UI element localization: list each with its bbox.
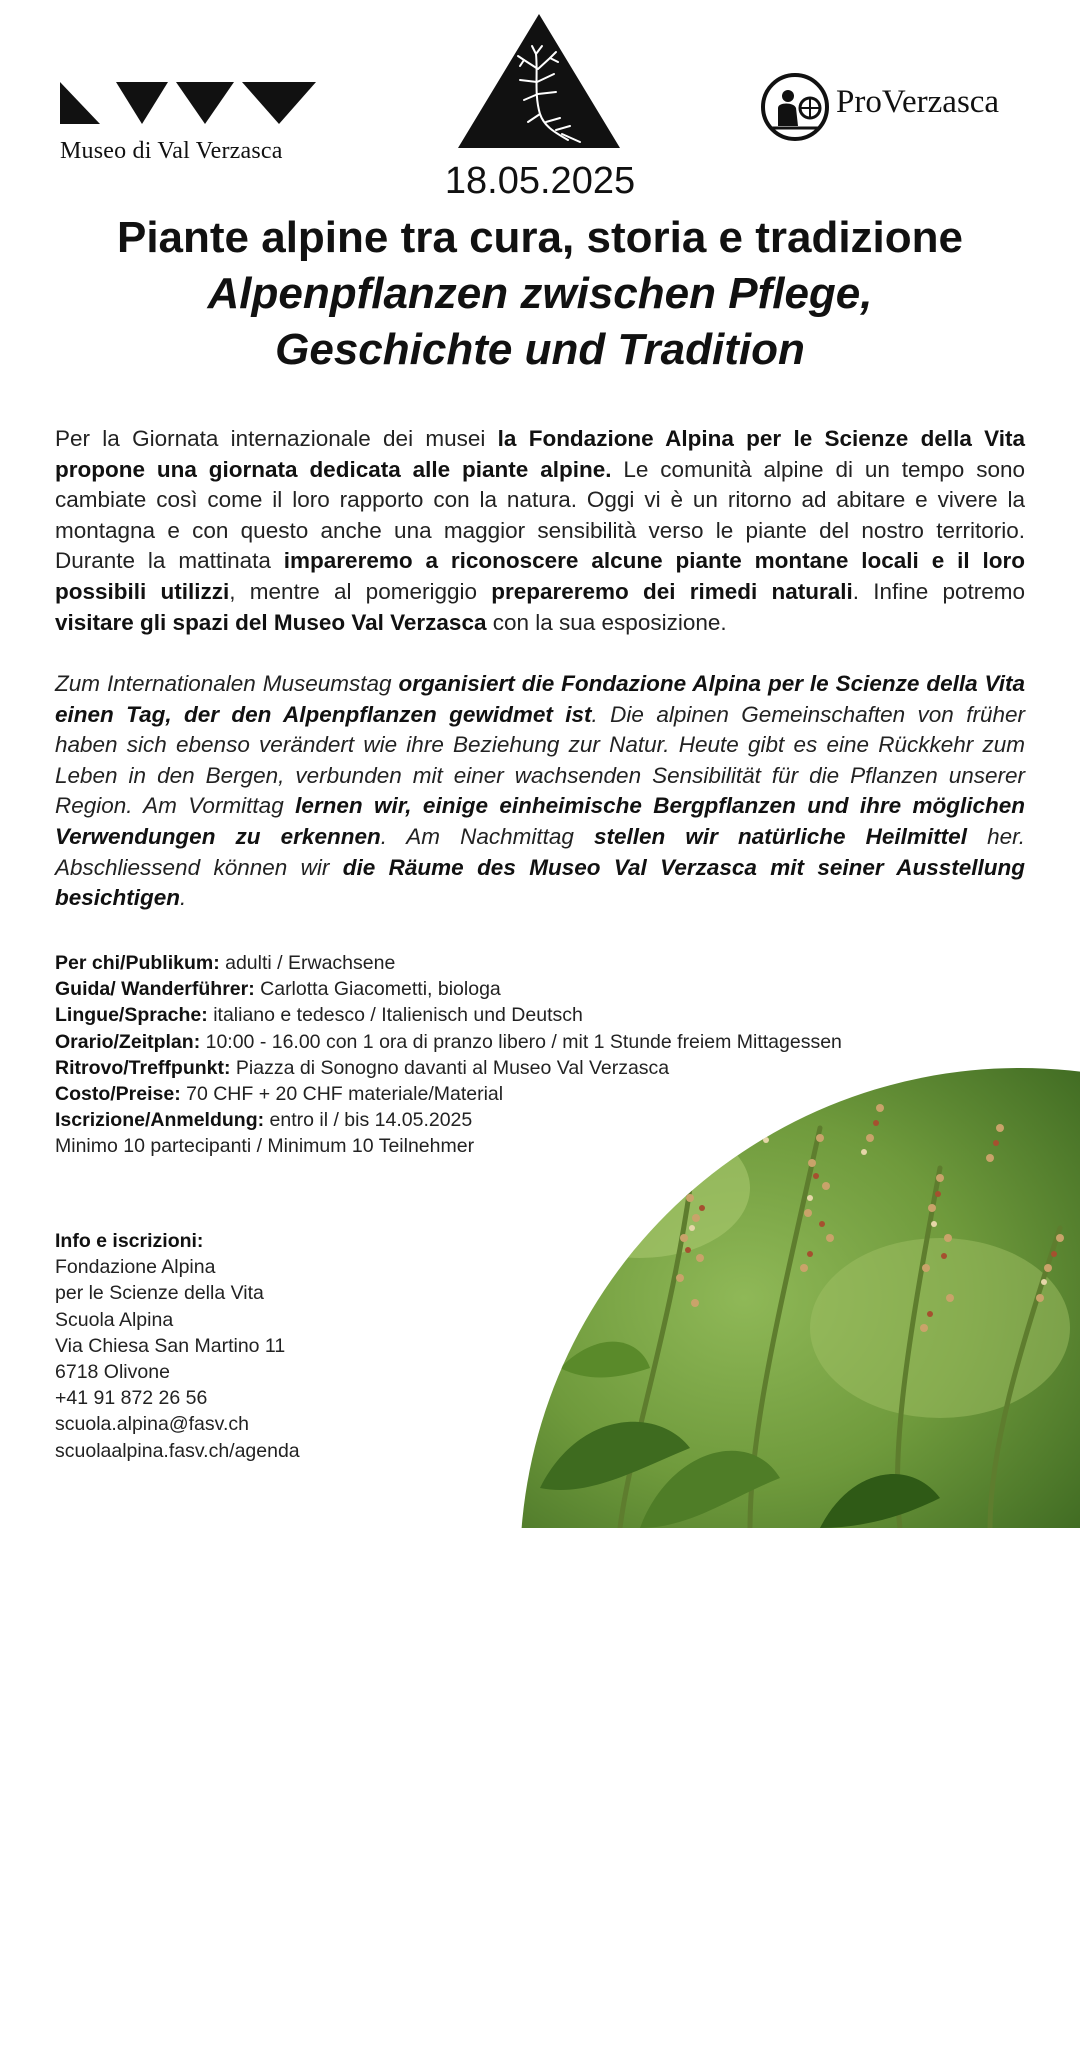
intro-it-text: Per la Giornata internazionale dei musei [55,426,498,451]
detail-row [55,1055,955,1081]
contact-info [55,1228,475,1464]
contact-website[interactable]: scuolaalpina.fasv.ch/agenda [55,1439,300,1462]
detail-label: Lingue/Sprache: [55,1004,208,1027]
intro-it-bold: visitare gli spazi del Museo Val Verzasca [55,609,487,635]
page-title-de-line2: Geschichte und Tradition [275,325,805,374]
event-details [55,950,955,1160]
museo-logo-text: Museo di Val Verzasca [60,138,283,164]
detail-row [55,1107,955,1133]
contact-city: 6718 Olivone [55,1361,170,1384]
intro-de-text: . Am Nachmittag [380,823,595,849]
intro-paragraph-it [55,424,1025,638]
intro-de-bold: die Räume des Museo Val Verzasca mit seiner Ausstellung besichtigen [55,854,1025,911]
intro-paragraph-de [55,669,1025,914]
detail-label: Iscrizione/Anmeldung: [55,1109,265,1132]
intro-de-text: . Die alpinen Gemeinschaften von früher haben sich ebenso verändert wie ihre Beziehung zur Natur. Heute gibt es eine Rückkehr zum Leben in den Bergen, verbunden mit einer wachsenden Sensibilität für die Pflanzen unserer Region. Am Vormittag [55,701,1025,819]
detail-label: Ritrovo/Treffpunkt: [55,1056,231,1079]
minimum-participants: Minimo 10 partecipanti / Minimum 10 Teilnehmer [55,1135,475,1158]
intro-it-bold: prepareremo dei rimedi naturali [491,578,853,604]
detail-label: Guida/ Wanderführer: [55,978,255,1001]
intro-it-bold: la Fondazione Alpina per le Scienze della Vita propone una giornata dedicata alle piante alpine. [55,426,1025,482]
detail-value: 10:00 - 16.00 con 1 ora di pranzo libero / mit 1 Stunde freiem Mittagessen [200,1030,842,1053]
contact-line: Fondazione Alpina [55,1256,216,1279]
detail-value: Carlotta Giacometti, biologa [254,978,501,1001]
fondazione-alpina-triangle-logo [458,14,620,150]
intro-de-text: Zum Internationalen Museumstag [55,671,399,696]
intro-it-text: con la sua esposizione. [486,609,727,635]
triangle-plant-icon [458,14,620,150]
contact-address: Via Chiesa San Martino 11 [55,1334,286,1357]
intro-de-bold: stellen wir natürliche Heilmittel [594,823,967,849]
detail-value: italiano e tedesco / Italienisch und Deutsch [207,1004,583,1027]
contact-email[interactable]: scuola.alpina@fasv.ch [55,1413,249,1436]
spinning-wheel-icon [760,72,830,142]
detail-value: entro il / bis 14.05.2025 [264,1109,473,1132]
intro-it-text: Le comunità alpine di un tempo sono cambiate così come il loro rapporto con la natura. Oggi vi è un ritorno ad abitare e vivere la montagna e con questo anche una maggior sensibilità verso le piante del nostro territorio. Durante la mattinata [55,456,1025,574]
museo-val-verzasca-logo [58,80,320,170]
detail-label: Per chi/Publikum: [55,952,220,974]
detail-row [55,950,955,976]
detail-row [55,1081,955,1107]
detail-value: adulti / Erwachsene [219,952,396,974]
intro-de-bold: organisiert die Fondazione Alpina per le Scienze della Vita einen Tag, der den Alpenpflanzen gewidmet ist [55,671,1025,727]
detail-row [55,1029,955,1055]
intro-it-text: , mentre al pomeriggio [229,578,492,604]
page-title-de-line1: Alpenpflanzen zwischen Pflege, [207,269,873,318]
proverzasca-logo-text: ProVerzasca [836,84,1000,120]
alpine-plant-photo [520,1068,1080,2068]
detail-row [55,1002,955,1028]
detail-value: Piazza di Sonogno davanti al Museo Val Verzasca [230,1056,670,1079]
contact-heading: Info e iscrizioni: [55,1230,204,1252]
intro-de-text: . [180,885,187,911]
intro-it-text: . Infine potremo [852,578,1026,604]
detail-row [55,976,955,1002]
detail-label: Costo/Preise: [55,1083,181,1106]
intro-it-bold: impareremo a riconoscere alcune piante montane locali e il loro possibili utilizzi [55,548,1025,604]
detail-value: 70 CHF + 20 CHF materiale/Material [180,1083,504,1106]
detail-label: Orario/Zeitplan: [55,1030,201,1053]
intro-de-bold: lernen wir, einige einheimische Bergpflanzen und ihre möglichen Verwendungen zu erkennen [55,793,1026,849]
intro-de-text: her. Abschliessend können wir [55,823,1026,880]
proverzasca-logo [760,72,1035,142]
event-date: 18.05.2025 [444,160,636,202]
contact-line: Scuola Alpina [55,1308,174,1331]
page-title-it: Piante alpine tra cura, storia e tradizione [116,213,964,262]
page-title-de [0,266,1080,378]
contact-line: per le Scienze della Vita [55,1282,264,1305]
museo-logo-mark-icon [58,80,320,130]
contact-phone[interactable]: +41 91 872 26 56 [55,1387,208,1410]
